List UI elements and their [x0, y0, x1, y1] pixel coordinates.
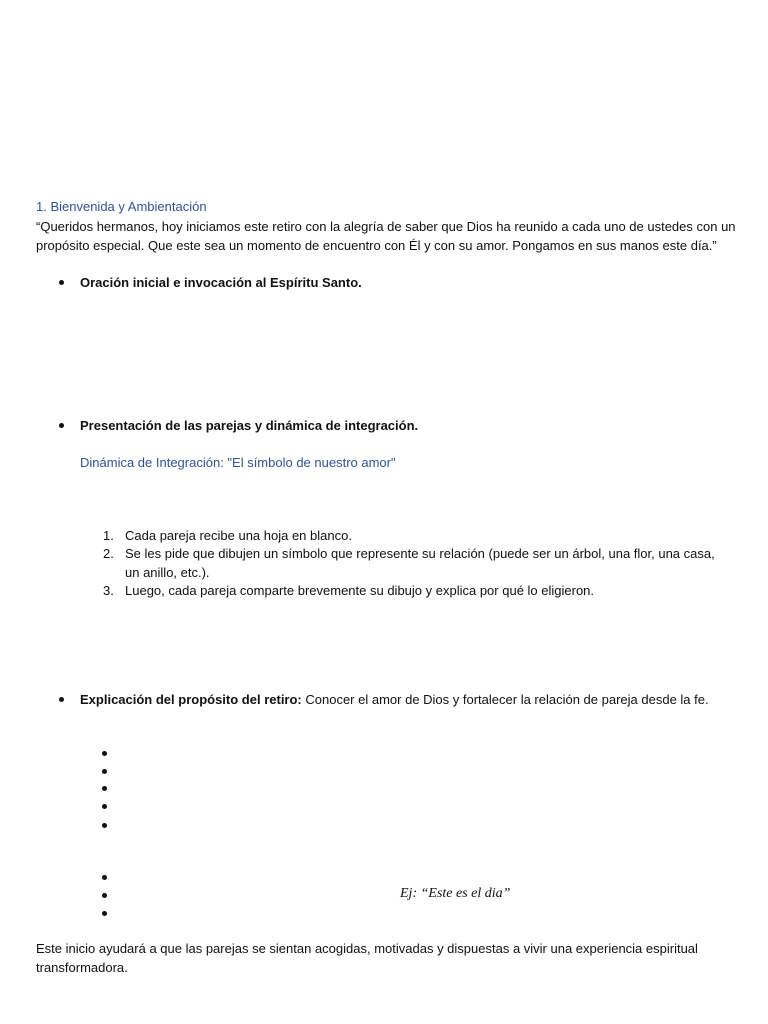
step-text: Luego, cada pareja comparte brevemente su dibujo y explica por qué lo eligieron. — [125, 583, 595, 598]
closing-paragraph: Este inicio ayudará a que las parejas se sientan acogidas, motivadas y dispuestas a vivir una experiencia espiritual transformadora. — [36, 941, 698, 975]
empty-bullet-dot — [102, 911, 107, 916]
bullet-oracion — [80, 274, 362, 292]
step-item — [103, 582, 723, 600]
dinamica-title: Dinámica de Integración: "El símbolo de nuestro amor" — [80, 455, 396, 470]
intro-paragraph: “Queridos hermanos, hoy iniciamos este retiro con la alegría de saber que Dios ha reunido a cada uno de ustedes con un propósito especial. Que este sea un momento de encuentro con Él y con su amor. Pongamos en sus manos este día.” — [36, 219, 736, 253]
bullet-explicacion — [80, 691, 750, 709]
bullet-presentacion — [80, 417, 418, 435]
bullet-explicacion-text: Conocer el amor de Dios y fortalecer la relación de pareja desde la fe. — [301, 692, 709, 707]
empty-bullet-dot — [102, 893, 107, 898]
empty-bullet-dot — [102, 751, 107, 756]
bullet-dot — [59, 423, 64, 428]
step-number: 1. — [103, 528, 114, 543]
empty-bullet-dot — [102, 804, 107, 809]
step-item — [103, 545, 723, 582]
empty-bullet-dot — [102, 786, 107, 791]
step-number: 3. — [103, 583, 114, 598]
step-item — [103, 527, 723, 545]
bullet-presentacion-text: Presentación de las parejas y dinámica de integración. — [80, 418, 419, 433]
bullet-dot — [59, 280, 64, 285]
example-quote: Ej: “Este es el dia” — [400, 886, 511, 901]
step-number: 2. — [103, 546, 114, 561]
empty-bullet-dot — [102, 823, 107, 828]
step-text: Cada pareja recibe una hoja en blanco. — [125, 528, 352, 543]
bullet-oracion-text: Oración inicial e invocación al Espíritu Santo. — [80, 275, 362, 290]
bullet-explicacion-label: Explicación del propósito del retiro: — [80, 692, 302, 707]
step-text: Se les pide que dibujen un símbolo que represente su relación (puede ser un árbol, una flor, una casa, un anillo, etc.). — [125, 546, 715, 580]
bullet-dot — [59, 697, 64, 702]
section-heading: 1. Bienvenida y Ambientación — [36, 199, 207, 214]
empty-bullet-dot — [102, 875, 107, 880]
empty-bullet-dot — [102, 769, 107, 774]
